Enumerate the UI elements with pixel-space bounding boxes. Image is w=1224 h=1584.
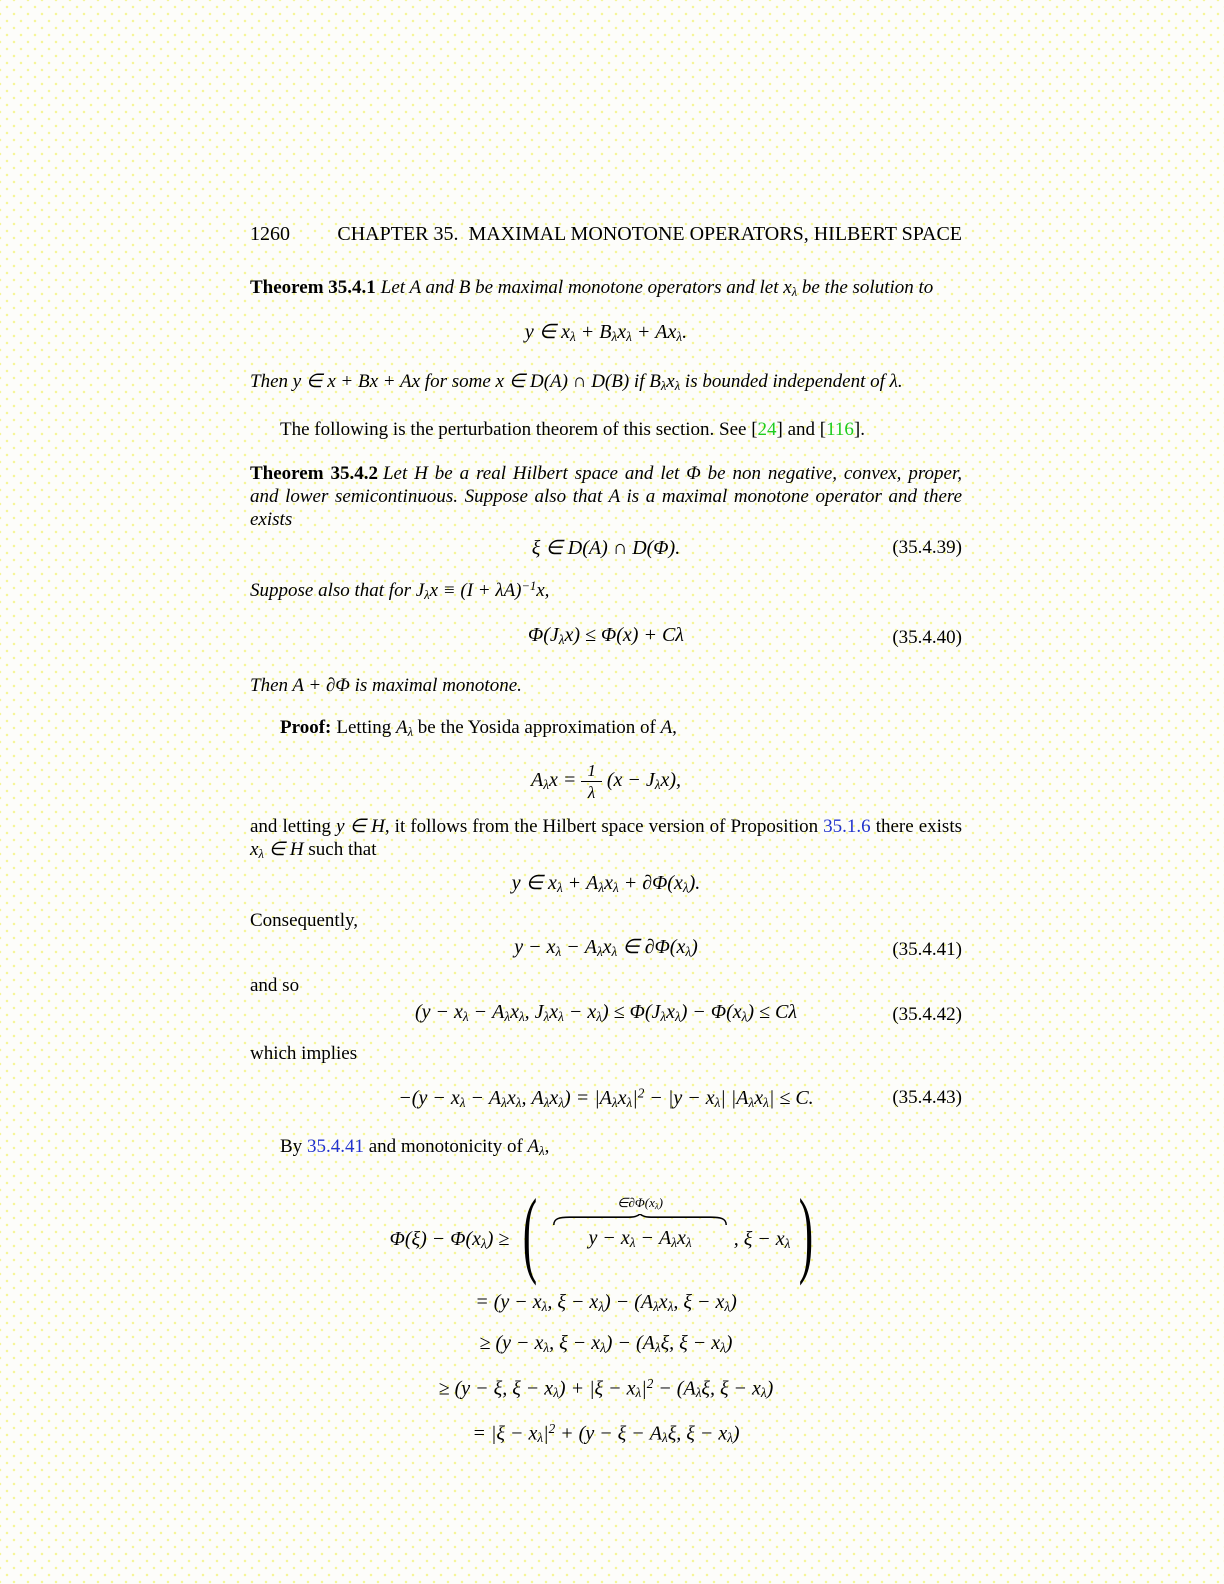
equation-lhs: $A_\lambda x$ = — [531, 769, 577, 793]
left-big-paren: ( — [523, 1179, 538, 1287]
text-run: $A_\lambda$ — [396, 717, 414, 739]
equation-tag: (35.4.43) — [892, 1086, 962, 1108]
text-run: and monotonicity of — [363, 1136, 528, 1158]
equation-35-4-41 — [250, 934, 962, 965]
text-run: and letting — [250, 815, 337, 837]
ref-link-35-1-6[interactable]: 35.1.6 — [823, 815, 871, 837]
chapter-title: CHAPTER 35. MAXIMAL MONOTONE OPERATORS, HILBERT SPACE — [337, 223, 962, 245]
text-run: Suppose also that for $J_\lambda x \equiv (I + \lambda A)^{-1}x$, — [250, 579, 550, 603]
equation-body: y ∈ $x_\lambda + B_\lambda x_\lambda + Ax_\lambda$. — [524, 320, 688, 344]
text-run: Let H be a real Hilbert space and let Φ be non negative, convex, proper, and lower semicontinuous. Suppose also that A is a maximal monotone operator and there exists — [250, 463, 962, 531]
equation-inclusion — [250, 870, 962, 901]
equation-body: $y - x_\lambda - A_\lambda x_\lambda$ ∈ $\partial\Phi(x_\lambda)$ — [514, 936, 698, 960]
page-number: 1260 — [250, 223, 290, 245]
fraction — [581, 760, 602, 803]
text-run: y ∈ H — [336, 815, 385, 837]
equation-35-4-39 — [250, 535, 962, 561]
theorem-35-4-1-paragraph — [250, 276, 962, 304]
by-monotonicity-paragraph — [250, 1135, 962, 1163]
and-so-paragraph — [250, 974, 962, 997]
equation-body: y ∈ $x_\lambda + A_\lambda x_\lambda + \partial\Phi(x_\lambda)$. — [511, 871, 701, 895]
equation-line: ≥ ($y - x_\lambda$, $\xi - x_\lambda) - (A_\lambda\xi$, $\xi - x_\lambda$) — [479, 1332, 733, 1355]
aligned-equation-chain — [250, 1289, 962, 1451]
conclusion-paragraph — [250, 674, 962, 697]
text-run: there exists — [870, 815, 962, 837]
equation-35-4-42 — [250, 999, 962, 1030]
text-run: and so — [250, 975, 300, 997]
text-run: Proof: — [280, 717, 332, 739]
equation-body: $-(y - x_\lambda - A_\lambda x_\lambda$, $A_\lambda x_\lambda) = |A_\lambda x_\lambda|^2 - |y - x_\lambda|$ $|A_\lambda x_\lambda| \le C$. — [398, 1085, 814, 1110]
equation-tag: (35.4.41) — [892, 938, 962, 960]
text-run: The following is the perturbation theorem of this section. See [ — [280, 419, 758, 441]
text-run: A — [660, 717, 673, 739]
perturbation-intro-paragraph — [250, 418, 962, 441]
consequently-paragraph — [250, 909, 962, 932]
text-run: Theorem 35.4.2 — [250, 463, 378, 485]
equation-35-4-43 — [250, 1080, 962, 1115]
text-run: be the Yosida approximation of — [413, 717, 661, 739]
page-content — [250, 222, 962, 1451]
fraction-denominator: λ — [587, 782, 596, 802]
equation-tag: (35.4.39) — [892, 537, 962, 559]
text-run: , — [672, 717, 677, 739]
equation-line: = $|\xi - x_\lambda|^2 + (y - \xi - A_\lambda\xi$, $\xi - x_\lambda$) — [472, 1421, 740, 1446]
right-big-paren: ) — [799, 1179, 814, 1287]
text-run: Let A and B be maximal monotone operators and let $x_\lambda$ be the solution to — [380, 277, 934, 299]
text-run: , — [544, 1136, 550, 1158]
page-header — [250, 222, 962, 246]
equation-tag: (35.4.42) — [892, 1003, 962, 1025]
equation-lhs: $\Phi(\xi) - \Phi(x_\lambda)$ ≥ — [389, 1228, 515, 1252]
text-run: Theorem 35.4.1 — [250, 277, 376, 298]
which-implies-paragraph — [250, 1042, 962, 1065]
equation-yosida-approximation — [250, 760, 962, 803]
text-run: $A_\lambda$ — [527, 1136, 545, 1159]
equation-overbrace-inner-product — [250, 1173, 962, 1287]
theorem-35-4-2-paragraph — [250, 462, 962, 531]
citation-link-24[interactable]: 24 — [757, 419, 777, 441]
equation-resolvent-sum — [250, 319, 962, 350]
text-run: , it follows from the Hilbert space version of Proposition — [384, 815, 824, 837]
text-run: Consequently, — [250, 910, 359, 932]
equation-tag: (35.4.40) — [892, 626, 962, 648]
ref-link-35-4-41[interactable]: 35.4.41 — [306, 1136, 364, 1158]
fraction-numerator: 1 — [581, 760, 602, 782]
equation-body: ($y - x_\lambda - A_\lambda x_\lambda$, $J_\lambda x_\lambda - x_\lambda) \le \Phi(J_\lambda x_\lambda) - \Phi(x_\lambda) \le C\lambda$ — [414, 1001, 797, 1025]
equation-35-4-40 — [250, 622, 962, 653]
equation-line: = ($y - x_\lambda$, $\xi - x_\lambda) - (A_\lambda x_\lambda$, $\xi - x_\lambda$) — [475, 1291, 737, 1315]
text-run: which implies — [250, 1043, 358, 1065]
overbrace-label: $\in\partial\Phi(x_\lambda)$ — [617, 1194, 663, 1211]
text-run: Then A + ∂Φ is maximal monotone. — [250, 675, 522, 697]
overbrace-stack — [548, 1195, 731, 1256]
citation-link-116[interactable]: 116 — [826, 419, 854, 441]
text-run: ]. — [853, 419, 865, 441]
equation-body: ξ ∈ D(A) ∩ D(Φ). — [531, 537, 681, 560]
letting-paragraph — [250, 815, 962, 866]
equation-tail: , $\xi - x_\lambda$ — [733, 1228, 791, 1252]
text-run: Then y ∈ x + Bx + Ax for some x ∈ D(A) ∩ D(B) if $B_\lambda x_\lambda$ is bounded independent of λ. — [250, 370, 903, 393]
equation-rhs: $(x - J_\lambda x)$, — [606, 769, 681, 793]
theorem-35-4-1-conclusion — [250, 370, 962, 398]
text-run: Letting — [336, 717, 396, 739]
text-run: $x_\lambda$ ∈ H — [250, 838, 304, 861]
equation-body: $\Phi(J_\lambda x) \le \Phi(x) + C\lambda$ — [528, 624, 684, 648]
overbraced-expression: $y - x_\lambda - A_\lambda x_\lambda$ — [588, 1226, 692, 1250]
text-run: such that — [303, 838, 377, 860]
text-run: By — [280, 1136, 307, 1158]
suppose-paragraph — [250, 575, 962, 607]
equation-line: ≥ (y − ξ, $\xi - x_\lambda) + |\xi - x_\lambda|^2 - (A_\lambda\xi$, $\xi - x_\lambda$) — [438, 1375, 774, 1401]
text-run: ] and [ — [776, 419, 827, 441]
overbrace-icon — [552, 1214, 728, 1225]
proof-paragraph — [250, 716, 962, 744]
